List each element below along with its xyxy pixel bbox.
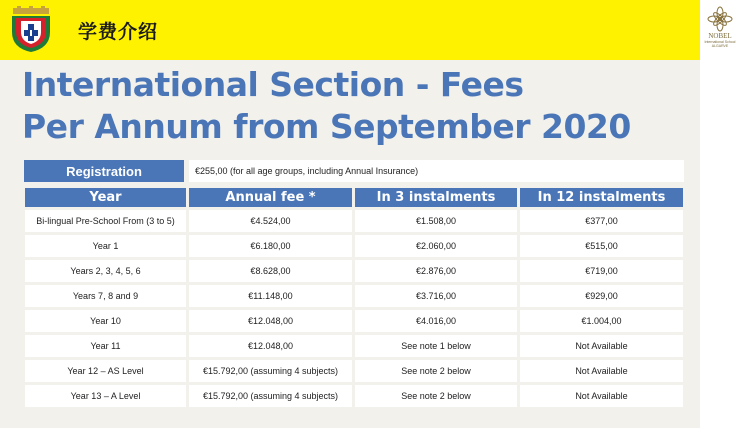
cell-annual-fee: €12.048,00 xyxy=(189,310,352,332)
cell-year: Year 10 xyxy=(25,310,186,332)
table-row xyxy=(25,285,683,307)
cell-12-instalments: €929,00 xyxy=(520,285,683,307)
table-row xyxy=(25,235,683,257)
cell-12-instalments: Not Available xyxy=(520,385,683,407)
table-row xyxy=(25,260,683,282)
cell-3-instalments: €1.508,00 xyxy=(355,210,517,232)
cell-12-instalments: Not Available xyxy=(520,360,683,382)
header-3-instalments: In 3 instalments xyxy=(355,188,517,207)
fees-table xyxy=(22,185,686,410)
cell-year: Year 1 xyxy=(25,235,186,257)
cell-annual-fee: €11.148,00 xyxy=(189,285,352,307)
cell-3-instalments: See note 2 below xyxy=(355,385,517,407)
cell-year: Years 7, 8 and 9 xyxy=(25,285,186,307)
title-line-2: Per Annum from September 2020 xyxy=(22,107,631,146)
cell-3-instalments: See note 2 below xyxy=(355,360,517,382)
cell-3-instalments: €3.716,00 xyxy=(355,285,517,307)
crest-icon xyxy=(8,6,54,54)
header-annual-fee: Annual fee * xyxy=(189,188,352,207)
cell-year: Year 13 – A Level xyxy=(25,385,186,407)
logo-subtitle: International School ALGARVE xyxy=(704,40,736,48)
cell-annual-fee: €8.628,00 xyxy=(189,260,352,282)
cell-12-instalments: €515,00 xyxy=(520,235,683,257)
table-row xyxy=(25,210,683,232)
school-logo xyxy=(700,4,740,60)
cell-annual-fee: €15.792,00 (assuming 4 subjects) xyxy=(189,385,352,407)
cell-3-instalments: €4.016,00 xyxy=(355,310,517,332)
cell-annual-fee: €12.048,00 xyxy=(189,335,352,357)
cell-12-instalments: Not Available xyxy=(520,335,683,357)
cell-annual-fee: €15.792,00 (assuming 4 subjects) xyxy=(189,360,352,382)
cell-year: Year 12 – AS Level xyxy=(25,360,186,382)
registration-value: €255,00 (for all age groups, including Annual Insurance) xyxy=(189,160,684,182)
cell-12-instalments: €719,00 xyxy=(520,260,683,282)
header-title: 学费介绍 xyxy=(78,21,159,43)
table-row xyxy=(25,360,683,382)
flower-icon xyxy=(707,6,733,32)
page-title xyxy=(22,64,712,148)
cell-year: Years 2, 3, 4, 5, 6 xyxy=(25,260,186,282)
cell-3-instalments: €2.876,00 xyxy=(355,260,517,282)
header-year: Year xyxy=(25,188,186,207)
cell-year: Bi-lingual Pre-School From (3 to 5) xyxy=(25,210,186,232)
cell-3-instalments: €2.060,00 xyxy=(355,235,517,257)
table-row xyxy=(25,385,683,407)
logo-name: NOBEL xyxy=(708,32,732,40)
cell-3-instalments: See note 1 below xyxy=(355,335,517,357)
top-bar xyxy=(0,0,740,60)
title-line-1: International Section - Fees xyxy=(22,65,524,104)
table-header-row xyxy=(25,188,683,207)
cell-12-instalments: €377,00 xyxy=(520,210,683,232)
table-row xyxy=(25,335,683,357)
registration-label: Registration xyxy=(24,160,184,182)
cell-year: Year 11 xyxy=(25,335,186,357)
cell-12-instalments: €1.004,00 xyxy=(520,310,683,332)
table-row xyxy=(25,310,683,332)
cell-annual-fee: €4.524,00 xyxy=(189,210,352,232)
header-12-instalments: In 12 instalments xyxy=(520,188,683,207)
cell-annual-fee: €6.180,00 xyxy=(189,235,352,257)
